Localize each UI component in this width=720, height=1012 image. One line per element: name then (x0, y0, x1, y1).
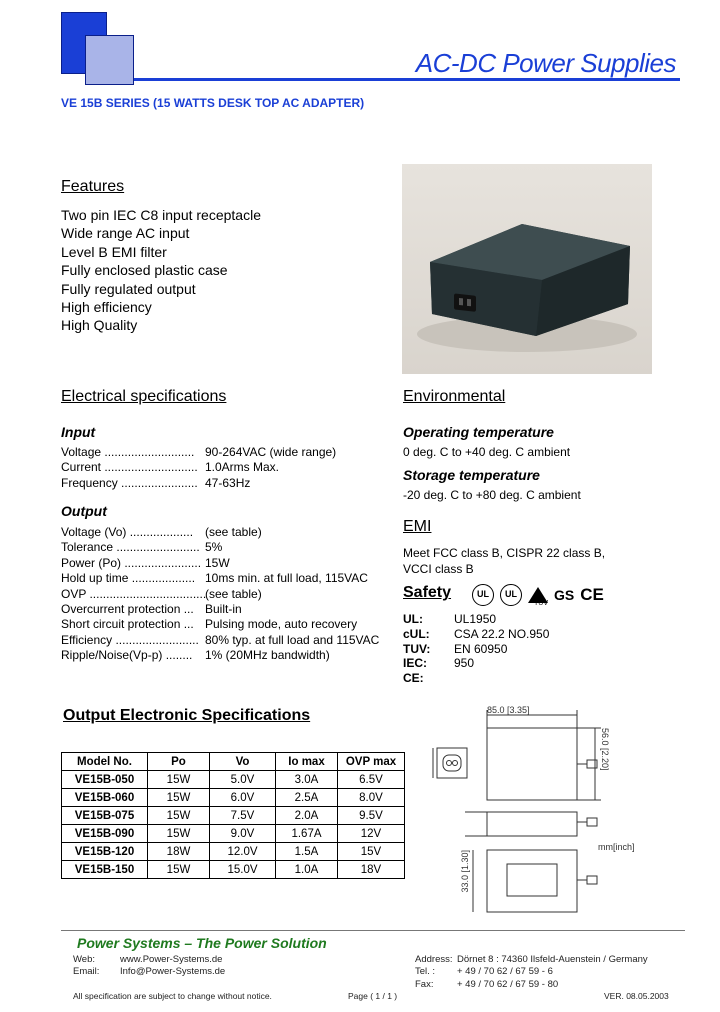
input-heading: Input (61, 424, 96, 440)
table-cell: 18V (338, 861, 405, 879)
spec-row (61, 476, 336, 491)
features-heading: Features (61, 178, 125, 195)
table-cell: 8.0V (338, 789, 405, 807)
safety-marks (472, 582, 604, 607)
table-cell: 15W (148, 807, 210, 825)
feature-item: Fully enclosed plastic case (61, 262, 228, 279)
safety-value: 950 (454, 656, 475, 671)
output-spec-heading: Output Electronic Specifications (63, 707, 311, 724)
table-cell: VE15B-120 (62, 843, 148, 861)
emi-line: VCCI class B (403, 561, 474, 576)
table-row (62, 861, 405, 879)
table-header-row (62, 753, 405, 771)
spec-value: (see table) (205, 586, 262, 601)
table-cell: 7.5V (210, 807, 276, 825)
table-cell: VE15B-075 (62, 807, 148, 825)
environmental-heading: Environmental (403, 388, 506, 405)
output-heading: Output (61, 503, 107, 519)
spec-row (61, 445, 336, 460)
safety-row (403, 671, 549, 686)
safety-row (403, 642, 549, 657)
table-cell: VE15B-090 (62, 825, 148, 843)
col-header: Vo (210, 753, 276, 771)
spec-row (61, 556, 379, 571)
safety-rows (403, 612, 549, 686)
table-cell: 12.0V (210, 843, 276, 861)
spec-label: Voltage (Vo) ................... (61, 525, 194, 539)
col-header: Po (148, 753, 210, 771)
logo-square-light (85, 35, 134, 85)
tuv-mark-label: TÜV (534, 600, 548, 607)
spec-label: Power (Po) ....................... (61, 555, 202, 570)
safety-value: UL1950 (454, 612, 497, 626)
spec-value: 90-264VAC (wide range) (205, 445, 337, 459)
disclaimer: All specification are subject to change without notice. (73, 991, 272, 1001)
input-specs (61, 445, 336, 491)
table-cell: 1.5A (276, 843, 338, 861)
spec-value: 15W (205, 555, 230, 570)
spec-value: Pulsing mode, auto recovery (205, 617, 358, 632)
col-header: OVP max (338, 753, 405, 771)
footer-rule (61, 930, 685, 931)
storage-temp-heading: Storage temperature (403, 467, 540, 483)
col-header: Io max (276, 753, 338, 771)
page-number: Page ( 1 / 1 ) (348, 991, 398, 1001)
tel-value: + 49 / 70 62 / 67 59 - 6 (457, 966, 553, 977)
series-subtitle: VE 15B SERIES (15 WATTS DESK TOP AC ADAPTER) (61, 96, 365, 110)
emi-heading: EMI (403, 518, 432, 535)
address-label: Address: (415, 954, 453, 965)
spec-row (61, 571, 379, 586)
feature-item: High efficiency (61, 299, 152, 316)
safety-label: IEC: (403, 656, 427, 671)
web-link[interactable]: www.Power-Systems.de (120, 954, 223, 965)
bottom-view-outline (487, 850, 577, 912)
tel-label: Tel. : (415, 966, 436, 977)
spec-row (61, 587, 379, 602)
safety-value: CSA 22.2 NO.950 (454, 626, 550, 641)
spec-row (61, 633, 379, 648)
spec-row (61, 460, 336, 475)
spec-value: Built-in (205, 602, 242, 617)
spec-row (61, 540, 379, 555)
safety-label: cUL: (403, 626, 430, 641)
storage-temp-value: -20 deg. C to +80 deg. C ambient (403, 488, 581, 502)
footer-title: Power Systems – The Power Solution (77, 935, 327, 951)
table-row (62, 843, 405, 861)
table-cell: 2.0A (276, 807, 338, 825)
feature-item: Wide range AC input (61, 225, 190, 242)
spec-label: OVP ................................... (61, 586, 207, 601)
table-cell: 1.0A (276, 861, 338, 879)
email-link[interactable]: Info@Power-Systems.de (120, 966, 226, 977)
product-photo (402, 164, 652, 374)
feature-item: Level B EMI filter (61, 243, 167, 260)
email-label: Email: (73, 966, 100, 977)
table-cell: 1.67A (276, 825, 338, 843)
spec-label: Short circuit protection ... (61, 617, 194, 632)
table-cell: 12V (338, 825, 405, 843)
spec-label: Tolerance ......................... (61, 540, 200, 555)
table-cell: 9.0V (210, 825, 276, 843)
table-cell: 15V (338, 843, 405, 861)
output-specs (61, 525, 379, 664)
page-title: AC-DC Power Supplies (415, 48, 676, 78)
spec-label: Hold up time ................... (61, 571, 196, 586)
adapter-image (402, 164, 652, 374)
spec-value: 1.0Arms Max. (205, 460, 280, 475)
operating-temp-heading: Operating temperature (403, 424, 554, 440)
ce-mark-icon: CE (580, 584, 604, 604)
safety-label: CE: (403, 671, 424, 686)
spec-label: Frequency ....................... (61, 475, 198, 490)
spec-value: 5% (205, 540, 223, 555)
safety-row (403, 612, 549, 627)
operating-temp-value: 0 deg. C to +40 deg. C ambient (403, 445, 571, 459)
table-cell: 6.5V (338, 771, 405, 789)
spec-label: Efficiency ......................... (61, 632, 199, 647)
output-spec-table (61, 752, 405, 879)
table-cell: 6.0V (210, 789, 276, 807)
spec-label: Voltage ........................... (61, 445, 195, 459)
table-row (62, 789, 405, 807)
dim-side-label: 56.0 [2.20] (600, 728, 610, 771)
fax-label: Fax: (415, 979, 434, 990)
spec-label: Ripple/Noise(Vp-p) ........ (61, 648, 193, 663)
emi-line: Meet FCC class B, CISPR 22 class B, (403, 546, 606, 560)
spec-value: 1% (20MHz bandwidth) (205, 648, 330, 663)
safety-label: TUV: (403, 641, 431, 656)
feature-item: High Quality (61, 317, 138, 334)
top-view-outline (487, 728, 577, 800)
emi-text (403, 546, 605, 577)
safety-row (403, 627, 549, 642)
table-cell: 18W (148, 843, 210, 861)
table-cell: 3.0A (276, 771, 338, 789)
table-cell: 15.0V (210, 861, 276, 879)
side-view-outline (487, 812, 577, 836)
table-row (62, 807, 405, 825)
feature-item: Two pin IEC C8 input receptacle (61, 207, 261, 223)
fax-value: + 49 / 70 62 / 67 59 - 80 (457, 979, 559, 990)
spec-label: Current ............................ (61, 460, 198, 475)
dim-top-label: 85.0 [3.35] (487, 705, 530, 715)
spec-value: 47-63Hz (205, 475, 251, 490)
spec-row (61, 648, 379, 663)
spec-value: 80% typ. at full load and 115VAC (205, 632, 380, 647)
table-cell: 15W (148, 771, 210, 789)
safety-row (403, 656, 549, 671)
spec-row (61, 602, 379, 617)
table-cell: 5.0V (210, 771, 276, 789)
spec-value: 10ms min. at full load, 115VAC (205, 571, 368, 586)
version: VER. 08.05.2003 (604, 991, 669, 1001)
safety-value: EN 60950 (454, 641, 508, 656)
gs-mark-icon: GS (554, 586, 575, 603)
table-cell: VE15B-050 (62, 771, 148, 789)
tuv-mark-icon (528, 587, 548, 603)
features-list (61, 206, 261, 335)
table-cell: VE15B-150 (62, 861, 148, 879)
table-cell: VE15B-060 (62, 789, 148, 807)
safety-label: UL: (403, 612, 423, 626)
electrical-heading: Electrical specifications (61, 388, 227, 405)
spec-label: Overcurrent protection ... (61, 602, 194, 617)
spec-row (61, 525, 379, 540)
unit-note: mm[inch] (598, 842, 635, 852)
ul-mark-icon: UL (472, 584, 494, 606)
table-cell: 15W (148, 861, 210, 879)
table-cell: 15W (148, 825, 210, 843)
table-cell: 15W (148, 789, 210, 807)
table-row (62, 771, 405, 789)
address-value: Dörnet 8 : 74360 Ilsfeld-Auenstein / Germany (457, 954, 648, 965)
spec-value: (see table) (205, 525, 262, 539)
safety-heading: Safety (403, 584, 452, 601)
table-row (62, 825, 405, 843)
spec-row (61, 617, 379, 632)
table-cell: 2.5A (276, 789, 338, 807)
col-header: Model No. (62, 753, 148, 771)
feature-item: Fully regulated output (61, 280, 196, 297)
web-label: Web: (73, 954, 96, 965)
dim-side2-label: 33.0 [1.30] (460, 850, 470, 893)
table-cell: 9.5V (338, 807, 405, 825)
cul-mark-icon: UL (500, 584, 522, 606)
